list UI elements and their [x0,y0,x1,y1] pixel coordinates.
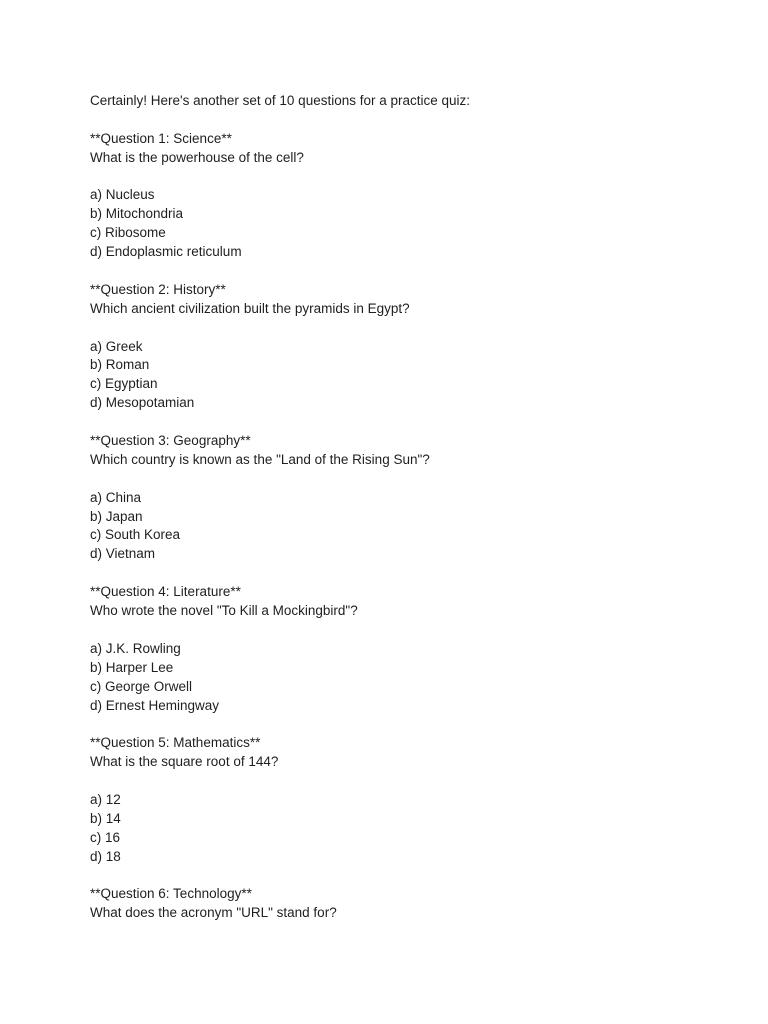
answer-option: d) Vietnam [90,546,156,562]
question-text: Which country is known as the "Land of the Rising Sun"? [90,451,430,467]
question-heading: **Question 6: Technology** [90,886,252,902]
answer-option: c) Egyptian [90,376,158,392]
answer-option: c) George Orwell [90,678,193,694]
answer-option: c) Ribosome [90,225,166,241]
question-heading: **Question 3: Geography** [90,433,251,449]
answer-option: c) 16 [90,829,121,845]
spacer [90,715,730,734]
spacer [90,262,730,281]
spacer [90,470,730,489]
question-heading: **Question 4: Literature** [90,584,241,600]
answer-option: a) China [90,489,142,505]
question-block [90,583,730,734]
answer-option: d) Endoplasmic reticulum [90,244,242,260]
answer-option: d) Mesopotamian [90,395,195,411]
spacer [90,168,730,187]
answer-option: a) Nucleus [90,187,155,203]
question-heading: **Question 2: History** [90,281,226,297]
answer-option: b) Roman [90,357,150,373]
question-text: Which ancient civilization built the pyramids in Egypt? [90,300,410,316]
question-text: What does the acronym "URL" stand for? [90,905,337,921]
answer-option: b) Harper Lee [90,659,174,675]
answer-option: b) Japan [90,508,143,524]
spacer [90,772,730,791]
answer-option: a) J.K. Rowling [90,640,181,656]
question-block [90,432,730,583]
question-block [90,734,730,885]
spacer [90,564,730,583]
answer-option: a) 12 [90,791,121,807]
question-text: Who wrote the novel "To Kill a Mockingbird"? [90,603,358,619]
question-text: What is the powerhouse of the cell? [90,149,304,165]
answer-option: d) 18 [90,848,121,864]
answer-option: d) Ernest Hemingway [90,697,220,713]
question-block [90,281,730,432]
answer-option: c) South Korea [90,527,181,543]
spacer [90,111,730,130]
document-page [90,92,730,923]
spacer [90,867,730,886]
answer-option: a) Greek [90,338,143,354]
intro-text: Certainly! Here's another set of 10 questions for a practice quiz: [90,93,471,108]
spacer [90,319,730,338]
question-heading: **Question 5: Mathematics** [90,735,261,751]
answer-option: b) 14 [90,810,121,826]
spacer [90,413,730,432]
question-heading: **Question 1: Science** [90,130,232,146]
spacer [90,621,730,640]
answer-option: b) Mitochondria [90,206,184,222]
question-text: What is the square root of 144? [90,754,279,770]
question-block [90,885,730,923]
question-block [90,130,730,281]
